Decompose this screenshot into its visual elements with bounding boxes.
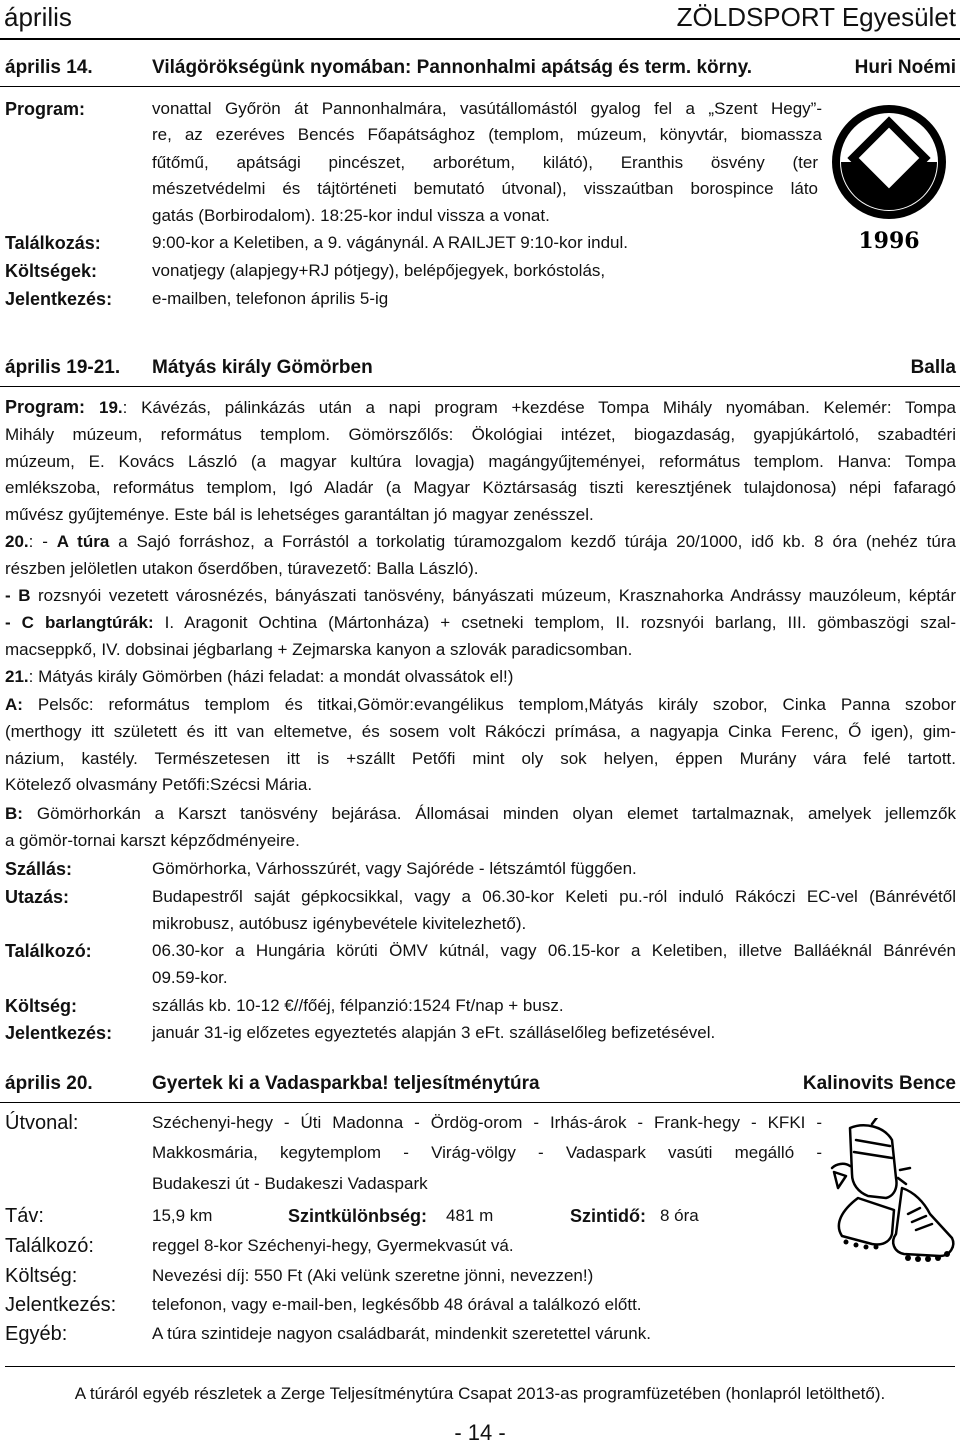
sec2-rule <box>0 386 960 387</box>
hiking-boot-icon <box>812 1118 958 1268</box>
sec3-leader: Kalinovits Bence <box>802 1073 956 1094</box>
sec3-elevation-label: Szintkülönbség: <box>288 1206 427 1226</box>
sec2-row-label: Jelentkezés: <box>5 1023 113 1043</box>
tour-a-label: A túra <box>56 532 110 551</box>
world-heritage-icon <box>832 102 946 252</box>
day19-text: : Kávézás, pálinkázás után a napi program +kezdése Tompa Mihály nyomában. Kelemér: Tompa <box>122 398 956 417</box>
sec2-paragraph-day21 <box>5 664 956 691</box>
sec2-row-text: január 31-ig előzetes egyeztetés alapján 3 eFt. szálláselőleg befizetésével. <box>152 1023 716 1042</box>
sec1-row-text: 9:00-kor a Keletiben, a 9. vágánynál. A RAILJET 9:10-kor indul. <box>152 233 628 252</box>
option-b-label: B: <box>5 804 23 823</box>
sec2-row-label: Utazás: <box>5 887 70 907</box>
sec3-row-text: Nevezési díj: 550 Ft (Aki velünk szeretne jönni, nevezzen!) <box>152 1266 594 1285</box>
sec1-row-label: Költségek: <box>5 261 98 281</box>
sec3-route-line: Budakeszi út - Budakeszi Vadaspark <box>152 1174 428 1193</box>
tour-c-text: I. Aragonit Ochtina (Mártonháza) + csetneki templom, II. rozsnyói barlang, III. gömbaszögi szal- <box>153 612 956 632</box>
sec1-row-text: vonatjegy (alapjegy+RJ pótjegy), belépőjegyek, borkóstolás, <box>152 261 606 280</box>
day19-line: Mihály múzeum, református templom. Gömörszőlős: Ökológiai intézet, biogazdaság, gyapjúkártoló, szabadtéri <box>5 424 956 444</box>
footer-rule <box>5 1366 955 1367</box>
sec1-program-line: fűtőmű, apátsági pincészet, arborétum, kilátó), Eranthis ösvény (ter <box>152 153 818 172</box>
sec1-program-line: vonattal Győrön át Pannonhalmára, vasútállomástól gyalog fel a „Szent Hegy”- <box>152 99 822 118</box>
option-a-label: A: <box>5 695 23 714</box>
sec2-title: Mátyás király Gömörben <box>152 357 373 378</box>
sec1-program-line: mészetvédelmi és tájtörténeti bemutató útvonal), visszaútban borospince láto <box>152 179 818 198</box>
sec3-row-label: Jelentkezés: <box>5 1294 117 1316</box>
sec3-date: április 20. <box>5 1073 93 1094</box>
day-19: 19. <box>99 398 123 417</box>
sec1-row-label: Találkozás: <box>5 233 101 253</box>
day20-sep: : - <box>28 532 57 551</box>
sec2-paragraph-bc <box>5 583 956 663</box>
sec3-row-label: Egyéb: <box>5 1323 68 1345</box>
hiking-boot-illustration <box>812 1118 958 1268</box>
sec2-date: április 19-21. <box>5 357 121 378</box>
program-label: Program: <box>5 397 99 417</box>
sec1-row-label: Jelentkezés: <box>5 289 113 309</box>
emblem-year: 1996 <box>858 228 920 252</box>
sec1-date: április 14. <box>5 57 93 78</box>
sec2-row-text: szállás kb. 10-12 €//főéj, félpanzió:1524 Ft/nap + busz. <box>152 996 564 1015</box>
world-heritage-emblem <box>832 102 946 252</box>
sec3-time-value: 8 óra <box>660 1206 699 1225</box>
sec3-row-text: reggel 8-kor Széchenyi-hegy, Gyermekvasút vá. <box>152 1236 514 1255</box>
tour-c-label: - C barlangtúrák: <box>5 612 154 632</box>
option-a-line: (merthogy itt született és itt van eltemetve, és sosem volt Rákóczi prímása, a nagyapja Cinka Ferenc, Ő igen), gim- <box>5 721 956 741</box>
option-b-text: Gömörhorkán a Karszt tanösvény bejárása. Állomásai minden olyan elemet tartalmaznak, amelyek jellemzők <box>22 804 956 823</box>
page-number: - 14 - <box>454 1420 506 1445</box>
sec1-leader: Huri Noémi <box>854 57 956 78</box>
sec3-row-text: A túra szintideje nagyon családbarát, mindenkit szeretettel várunk. <box>152 1324 651 1343</box>
sec1-program-label: Program: <box>5 99 86 119</box>
sec1-row-text: e-mailben, telefonon április 5-ig <box>152 289 389 308</box>
sec2-leader: Balla <box>910 357 956 378</box>
sec3-elevation-value: 481 m <box>446 1206 494 1225</box>
sec1-program-line: re, az ezeréves Bencés Főapátsághoz (templom, múzeum, könyvtár, biomassza <box>152 125 822 144</box>
day-20: 20. <box>5 532 29 551</box>
day19-line: múzeum, E. Kovács László (a magyar kultúra lovagja) magángyűjteményei, református templom. Hanva: Tompa <box>5 451 956 471</box>
sec2-row-text: Gömörhorka, Várhosszúrét, vagy Sajóréde - létszámtól függően. <box>152 859 637 878</box>
sec3-route-line: Makkosmária, kegytemplom - Virág-völgy - Vadaspark vasúti megálló - <box>152 1143 822 1162</box>
sec2-row-text: Budapestről saját gépkocsikkal, vagy a 06.30-kor Keleti pu.-ról induló Rákóczi EC-vel (Bánrévétől <box>152 887 956 906</box>
sec1-rule <box>0 86 960 87</box>
sec2-row-label: Találkozó: <box>5 941 92 961</box>
sec3-rule <box>0 1102 960 1103</box>
sec3-distance-label: Táv: <box>5 1205 44 1227</box>
day20-line: részben jelöletlen utakon őserdőben, túravezető: Balla László). <box>5 558 479 578</box>
sec2-paragraph-b <box>5 801 956 855</box>
tour-b-label: - B <box>5 586 31 605</box>
footer-note: A túráról egyéb részletek a Zerge Teljesítménytúra Csapat 2013-as programfüzetében (honlapról letölthető). <box>74 1384 886 1403</box>
sec2-row-label: Költség: <box>5 996 77 1016</box>
sec3-title: Gyertek ki a Vadasparkba! teljesítménytúra <box>152 1073 540 1094</box>
header-month: április <box>4 2 72 32</box>
sec2-paragraph-day20 <box>5 529 956 583</box>
sec3-row-label: Találkozó: <box>5 1235 94 1257</box>
sec2-row-text: mikrobusz, autóbusz igénybevétele kivitelezhető). <box>152 914 527 933</box>
day20-text: a Sajó forráshoz, a Forrástól a torkolatig túramozgalom kezdő túrája 20/1000, idő kb. 8 óra (nehéz túra <box>109 532 956 551</box>
sec3-row-label: Költség: <box>5 1265 78 1287</box>
header-rule <box>0 38 960 40</box>
sec1-title: Világörökségünk nyomában: Pannonhalmi apátság és term. körny. <box>152 57 753 78</box>
tour-b-text: rozsnyói vezetett városnézés, bányászati tanösvény, bányászati múzeum, Krasznahorka Andrássy mauzóleum, képtár <box>30 586 956 605</box>
option-a-line: Kötelező olvasmány Petőfi:Szécsi Mária. <box>5 775 313 795</box>
sec3-distance-value: 15,9 km <box>152 1206 213 1225</box>
sec3-time-label: Szintidő: <box>570 1206 646 1226</box>
day21-text: : Mátyás király Gömörben (házi feladat: a mondát olvassátok el!) <box>28 667 514 686</box>
sec2-paragraph-a <box>5 692 956 799</box>
sec3-route-label: Útvonal: <box>5 1112 79 1134</box>
sec2-row-label: Szállás: <box>5 859 73 879</box>
day19-line: emlékszoba, református templom, Igó Aladár (a Magyar Köztársaság tiszti keresztjének tulajdonosa) népi fafaragó <box>5 478 956 498</box>
day19-line: művész gyűjteménye. Este bál is lehetséges garantáltan jó magyar zenésszel. <box>5 505 594 525</box>
option-a-line: názium, kastély. Természetesen itt is +szállt Petőfi mint oly sok helyen, éppen Murány vára felé tartott. <box>5 748 956 768</box>
sec3-row-text: telefonon, vagy e-mail-ben, legkésőbb 48 órával a találkozó előtt. <box>152 1295 642 1314</box>
sec2-row-text: 09.59-kor. <box>152 968 228 987</box>
sec1-program-line: gatás (Borbirodalom). 18:25-kor indul vissza a vonat. <box>152 206 550 225</box>
sec3-route-line: Széchenyi-hegy - Úti Madonna - Ördög-orom - Irhás-árok - Frank-hegy - KFKI - <box>152 1113 822 1132</box>
tour-c-line: macseppkő, IV. dobsinai jégbarlang + Zejmarska kanyon a szlovák paradicsomban. <box>5 639 633 659</box>
option-a-text: Pelsőc: református templom és titkai,Gömör:evangélikus templom,Mátyás király szobor, Cinka Panna szobor <box>22 695 956 714</box>
header-org: ZÖLDSPORT Egyesület <box>676 2 956 32</box>
option-b-line: a gömör-tornai karszt képződményeire. <box>5 830 300 850</box>
sec2-row-text: 06.30-kor a Hungária körúti ÖMV kútnál, vagy 06.15-kor a Keletiben, illetve Balláéknál Bánrévén <box>152 941 956 960</box>
sec2-paragraph-day19 <box>5 394 956 529</box>
day-21: 21. <box>5 667 29 686</box>
